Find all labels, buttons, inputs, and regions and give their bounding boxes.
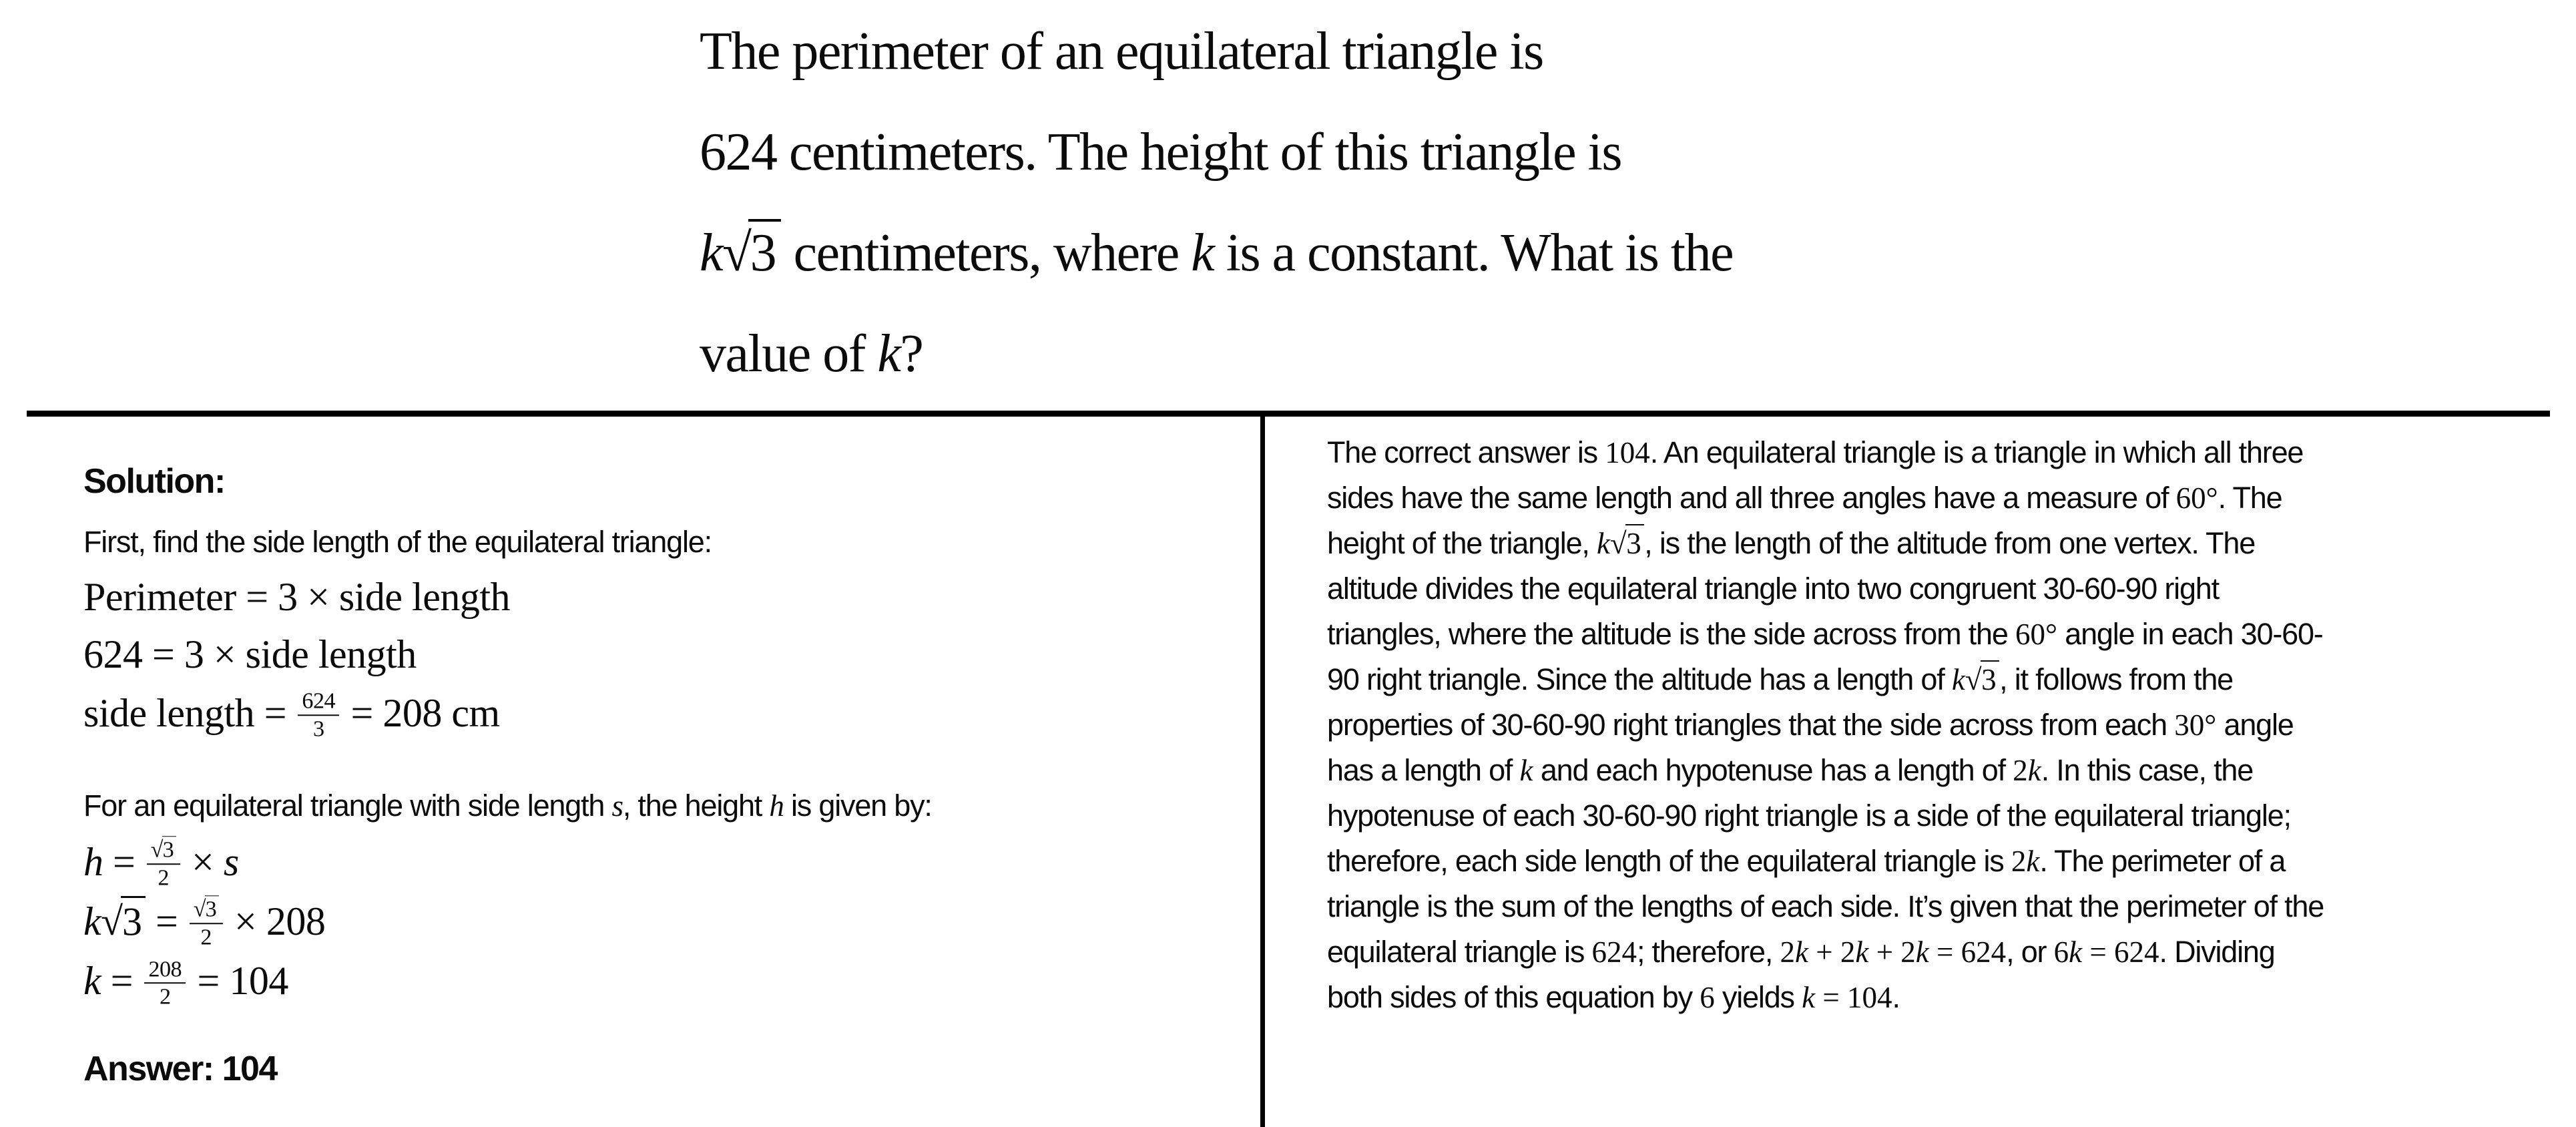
equation: Perimeter = 3 × side length	[83, 575, 511, 619]
inline-math	[1597, 527, 1644, 560]
solution-equations-group-2	[83, 837, 1205, 1011]
math-variable: k	[83, 959, 101, 1003]
square-root	[1965, 663, 1999, 696]
radicand: 3	[205, 895, 219, 921]
fraction-numerator	[190, 898, 223, 925]
inline-math: 6k = 624	[2053, 935, 2159, 969]
explanation-line: equilateral triangle is 624; therefore, 2k + 2k + 2k = 624, or 6k = 624. Dividing	[1327, 935, 2275, 969]
explanation-line: altitude divides the equilateral triangle into two congruent 30-60-90 right	[1327, 572, 2219, 606]
math-variable: k	[1597, 527, 1610, 560]
problem-line: value of k?	[700, 324, 923, 383]
fraction-numerator: 208	[144, 957, 186, 984]
explanation-line: has a length of k and each hypotenuse has a length of 2k. In this case, the	[1327, 753, 2254, 787]
explanation-line: properties of 30-60-90 right triangles that the side across from each 30° angle	[1327, 708, 2294, 742]
explanation-line: therefore, each side length of the equilateral triangle is 2k. The perimeter of a	[1327, 844, 2286, 878]
inline-math: 60°	[2175, 481, 2218, 515]
solution-note: For an equilateral triangle with side length s, the height h is given by:	[83, 788, 932, 823]
solution-equations-group-1	[83, 572, 1205, 743]
square-root	[101, 899, 146, 943]
fraction	[147, 839, 180, 891]
square-root	[722, 224, 781, 282]
math-variable: k	[1951, 663, 1965, 696]
horizontal-divider	[27, 411, 2550, 417]
problem-statement	[700, 1, 1733, 405]
math-variable: k	[700, 224, 723, 282]
equation: 624 = 3 × side length	[83, 632, 417, 676]
radicand: 3	[1981, 660, 1999, 696]
solution-heading: Solution:	[83, 462, 225, 501]
fraction-numerator	[147, 839, 180, 865]
math-variable: k	[1191, 224, 1214, 282]
radical-sign: √	[722, 224, 751, 282]
radical-sign: √	[1965, 663, 1982, 696]
square-root	[194, 897, 219, 922]
explanation-line: 90 right triangle. Since the altitude has a length of k√3 , it follows from the	[1327, 657, 2324, 702]
inline-math: 2k	[2013, 754, 2041, 787]
fraction	[298, 690, 339, 742]
radical-sign: √	[101, 899, 123, 944]
inline-math	[1520, 754, 1533, 787]
problem-line: k√3 centimeters, where k is a constant. What is the	[700, 203, 1733, 304]
math-variable: h	[83, 840, 103, 885]
radicand: 3	[748, 219, 781, 282]
solution-intro: First, find the side length of the equilateral triangle:	[83, 525, 712, 559]
problem-line: 624 centimeters. The height of this triangle is	[700, 123, 1622, 182]
math-variable: k	[1519, 754, 1533, 787]
explanation-line: hypotenuse of each 30-60-90 right triangle is a side of the equilateral triangle;	[1327, 799, 2291, 833]
square-root	[151, 838, 176, 863]
math-variable: k	[1802, 981, 1816, 1014]
math-variable: k	[83, 899, 101, 944]
radical-sign: √	[1609, 527, 1627, 560]
math-variable: h	[769, 789, 784, 823]
equation: h = $\frac{√3}{2}$ × s	[83, 837, 1205, 892]
explanation-line: both sides of this equation by 6 yields k = 104.	[1327, 980, 1900, 1014]
radicand: 3	[121, 896, 146, 943]
inline-math: 2k	[2011, 845, 2040, 878]
radical-sign: √	[193, 897, 206, 922]
explanation-panel	[1327, 430, 2324, 1020]
inline-math: 104	[1605, 436, 1650, 469]
radical-sign: √	[150, 837, 163, 863]
radicand: 3	[162, 836, 176, 862]
math-variable: k	[1794, 935, 1808, 969]
fraction	[190, 898, 223, 950]
vertical-divider	[1260, 411, 1265, 1127]
math-variable: k	[2026, 845, 2040, 878]
inline-math: 30°	[2174, 708, 2217, 742]
math-variable: k	[2027, 754, 2041, 787]
fraction-denominator: 2	[158, 865, 169, 891]
explanation-line: height of the triangle, k√3 , is the length of the altitude from one vertex. The	[1327, 521, 2324, 566]
math-variable: k	[2069, 935, 2083, 969]
inline-math: k = 104	[1802, 981, 1892, 1014]
math-variable: k	[1855, 935, 1869, 969]
square-root	[1610, 527, 1644, 560]
answer-text: Answer: 104	[83, 1050, 277, 1089]
math-variable: s	[611, 789, 623, 823]
explanation-line: The correct answer is 104. An equilateral triangle is a triangle in which all three	[1327, 435, 2304, 469]
math-variable: s	[223, 840, 239, 885]
equation: k = $\frac{208}{2}$ = 104	[83, 956, 288, 1009]
fraction-denominator: 3	[312, 716, 324, 742]
radicand: 3	[1625, 524, 1644, 560]
explanation-line: triangle is the sum of the lengths of each side. It’s given that the perimeter of the	[1327, 889, 2324, 923]
explanation-line: sides have the same length and all three angles have a measure of 60°. The	[1327, 481, 2282, 515]
fraction-numerator: 624	[298, 690, 339, 716]
fraction-denominator: 2	[159, 984, 171, 1009]
equation: side length = $\frac{624}{3}$ = 208 cm	[83, 688, 500, 742]
fraction	[144, 957, 186, 1009]
problem-line: The perimeter of an equilateral triangle is	[700, 22, 1543, 81]
solution-panel	[83, 417, 1205, 1091]
math-variable: k	[877, 324, 900, 383]
inline-math: 60°	[2015, 618, 2057, 651]
fraction-denominator: 2	[200, 925, 212, 950]
equation: k√3 = $\frac{√3}{2}$ × 208	[83, 896, 1205, 951]
inline-math: 6	[1700, 981, 1715, 1014]
inline-math: 624	[1591, 935, 1637, 969]
explanation-line: triangles, where the altitude is the side across from the 60° angle in each 30-60-	[1327, 617, 2323, 651]
math-variable: k	[1915, 935, 1929, 969]
inline-math: 2k + 2k + 2k = 624	[1780, 935, 2007, 969]
inline-math	[1952, 663, 1999, 696]
